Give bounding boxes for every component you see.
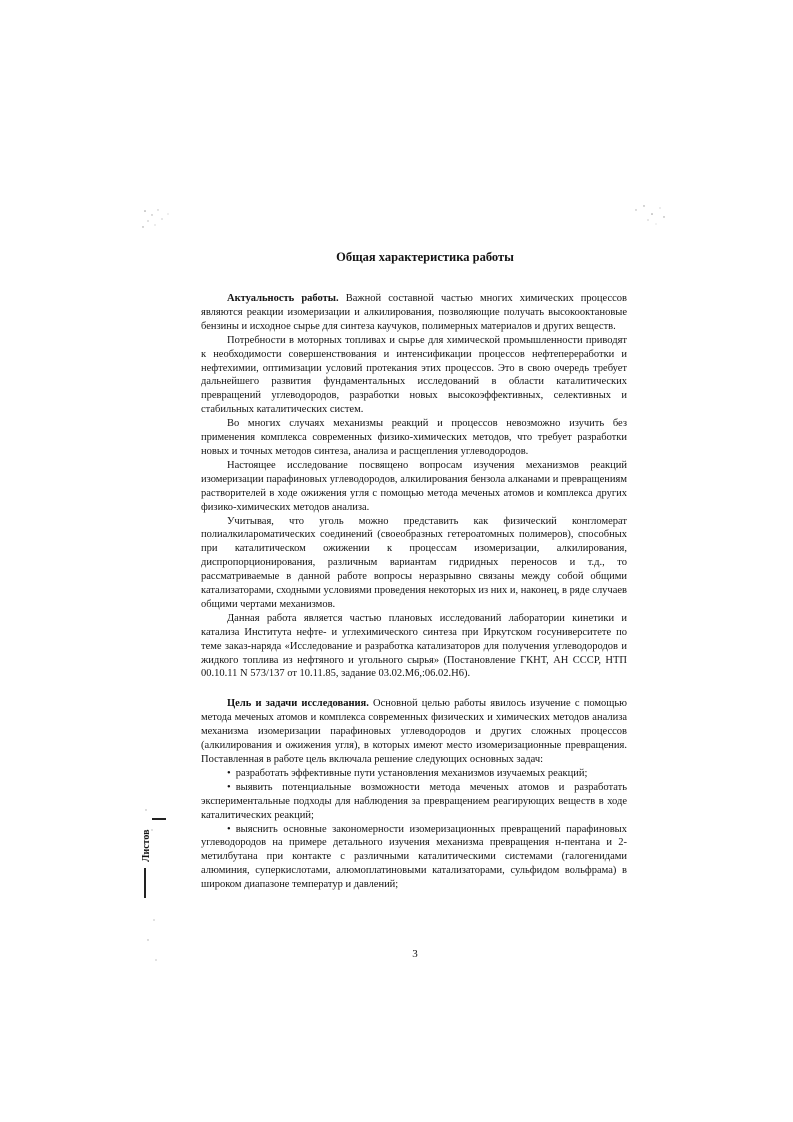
page-number: 3 — [412, 948, 418, 960]
paragraph-lead: Цель и задачи исследования. — [227, 698, 369, 710]
paragraph: Данная работа является частью плановых исследований лаборатории кинетики и катализа Института нефте- и углехимического синтеза при Иркутском госуниверситете по теме заказ-наряда «Исследование и разработка катализаторов для получения углеводородов и жидкого топлива из нефтяного и угольного сырья» (Постановление ГКНТ, АН СССР, НТП 00.10.11 N 573/137 от 10.11.85, задание 03.02.M6,:06.02.H6). — [201, 612, 627, 680]
bullet-icon: • — [227, 767, 231, 779]
paragraph: Потребности в моторных топливах и сырье для химической промышленности приводят к необходимости совершенствования и интенсификации процессов нефтепереработки и нефтехимии, оптимизации условий протекания этих процессов. Это в свою очередь требует дальнейшего развития фундаментальных исследований в области каталитических превращений углеводородов, разработки новых высокоэффективных, селективных и стабильных каталитических систем. — [201, 334, 627, 416]
scan-noise-top-left — [140, 205, 180, 235]
list-item-text: выявить потенциальные возможности метода меченых атомов и разработать экспериментальные подходы для наблюдения за превращением реагирующих веществ в ходе каталитических реакций; — [201, 781, 627, 821]
paragraph: Учитывая, что уголь можно представить как физический конгломерат полиалкилароматических соединений (своеобразных гетероатомных полимеров), способных при каталитическом ожижении к процессам изомеризации, алкилирования, диспропорционирования, различным вариантам гидридных переносов и т.д., то рассматриваемые в данной работе вопросы неразрывно связаны между собой общими катализаторами, сходными условиями проведения некоторых из них и, наконец, в ряде случаев общими чертами механизмов. — [201, 515, 627, 610]
bullet-icon: • — [227, 823, 231, 835]
paragraph-goals — [201, 697, 627, 767]
margin-stamp-bar-top — [152, 818, 166, 820]
scan-noise-top-right — [630, 202, 670, 232]
list-item — [201, 823, 627, 893]
list-item — [201, 767, 627, 781]
list-item — [201, 781, 627, 823]
bullet-icon: • — [227, 781, 231, 793]
paragraph-lead: Актуальность работы. — [227, 293, 339, 304]
list-item-text: разработать эффективные пути установления механизмов изучаемых реакций; — [235, 767, 588, 779]
body-text — [201, 292, 627, 892]
paragraph-text: Основной целью работы явилось изучение с помощью метода меченых атомов и комплекса современных физических и химических методов анализа механизма изомеризации парафиновых углеводородов и других сложных процессов (алкилирования и ожижения угля), в которых имеют место изомеризационные превращения. Поставленная в работе цель включала решение следующих основных задач: — [201, 698, 628, 765]
list-item-text: выяснить основные закономерности изомеризационных превращений парафиновых углеводородов на примере детального изучения механизма превращения н-пентана и 2-метилбутана при контакте с различными каталитическими системами (галогенидами алюминия, суперкислотами, алюмоплатиновыми катализаторами, сульфидом вольфрама) в широком диапазоне температур и давлений; — [201, 823, 627, 891]
paragraph-text: Важной составной частью многих химических процессов являются реакции изомеризации и алкилирования, позволяющие получать высокооктановые бензины и исходное сырье для синтеза каучуков, полимерных материалов и других веществ. — [201, 293, 627, 332]
scan-noise-left-margin — [140, 800, 180, 970]
paragraph: Во многих случаях механизмы реакций и процессов невозможно изучить без применения комплекса современных физико-химических методов, что требует разработки новых и точных методов синтеза, анализа и расщепления углеводородов. — [201, 418, 627, 457]
margin-stamp-bar-left — [144, 868, 146, 898]
task-list — [201, 767, 627, 892]
page-title: Общая характеристика работы — [336, 250, 514, 264]
paragraph-relevance — [201, 292, 627, 334]
margin-stamp-label: Листов — [141, 829, 152, 862]
paragraph: Настоящее исследование посвящено вопросам изучения механизмов реакций изомеризации парафиновых углеводородов, алкилирования бензола алканами и превращениям растворителей в ходе ожижения угля с помощью метода меченых атомов и комплекса других физико-химических методов анализа. — [201, 459, 627, 513]
